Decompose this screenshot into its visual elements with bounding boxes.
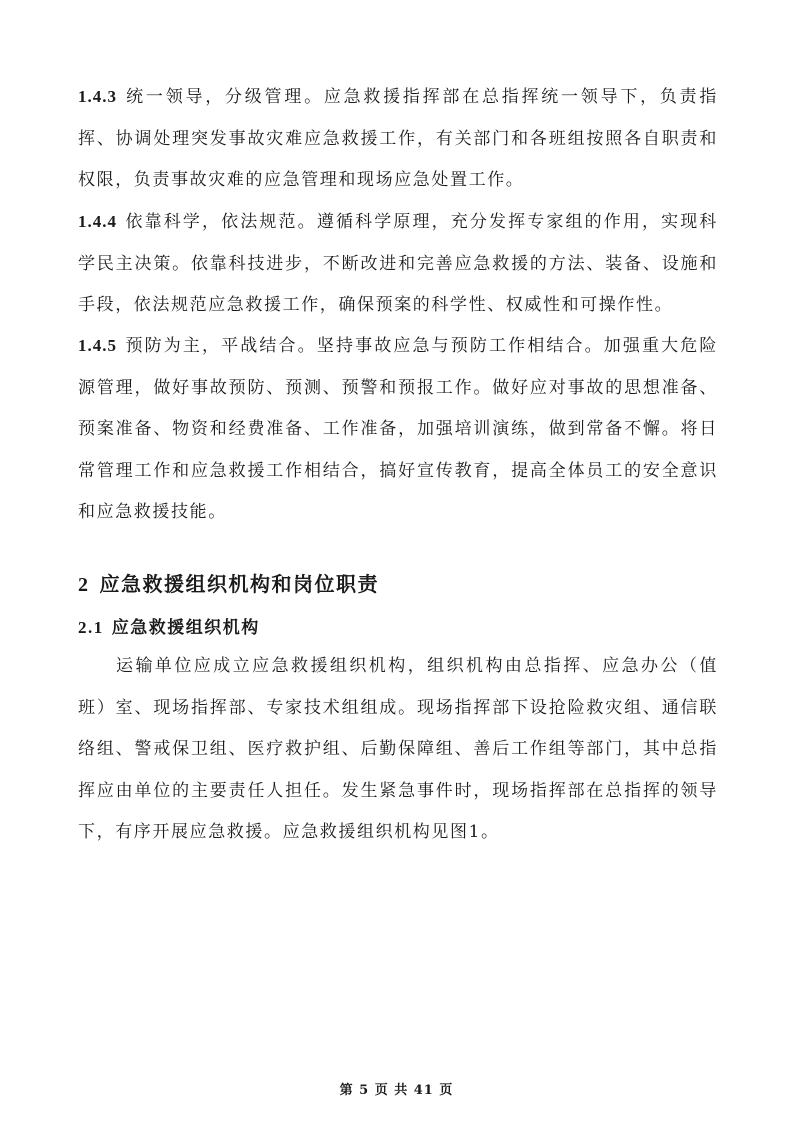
section-2-1-title: 应急救援组织机构 (111, 618, 260, 638)
section-2-1-body (78, 646, 718, 854)
section-text-1-4-4: 依靠科学，依法规范。遵循科学原理，充分发挥专家组的作用，实现科学民主决策。依靠科技进步，不断改进和完善应急救援的方法、装备、设施和手段，依法规范应急救援工作，确保预案的科学性、权威性和可操作性。 (78, 212, 718, 315)
paragraph-2-1: 运输单位应成立应急救援组织机构，组织机构由总指挥、应急办公（值班）室、现场指挥部、专家技术组组成。现场指挥部下设抢险救灾组、通信联络组、警戒保卫组、医疗救护组、后勤保障组、善后工作组等部门，其中总指挥应由单位的主要责任人担任。发生紧急事件时，现场指挥部在总指挥的领导下，有序开展应急救援。应急救援组织机构见图1。 (78, 656, 718, 842)
section-number-1-4-4: 1.4.4 (78, 212, 117, 231)
chapter-2-title: 应急救援组织机构和岗位职责 (99, 572, 379, 596)
paragraph-1-4-3 (78, 76, 718, 202)
paragraph-1-4-4 (78, 201, 718, 327)
section-2-1-number: 2.1 (78, 618, 104, 637)
chapter-2-heading (78, 568, 379, 597)
section-text-1-4-3: 统一领导，分级管理。应急救援指挥部在总指挥统一领导下，负责指挥、协调处理突发事故灾难应急救援工作，有关部门和各班组按照各自职责和权限，负责事故灾难的应急管理和现场应急处置工作。 (78, 87, 718, 190)
section-number-1-4-3: 1.4.3 (78, 87, 117, 106)
section-text-1-4-5: 预防为主，平战结合。坚持事故应急与预防工作相结合。加强重大危险源管理，做好事故预防、预测、预警和预报工作。做好应对事故的思想准备、预案准备、物资和经费准备、工作准备，加强培训演练，做到常备不懈。将日常管理工作和应急救援工作相结合，搞好宣传教育，提高全体员工的安全意识和应急救援技能。 (78, 336, 718, 522)
chapter-2-number: 2 (78, 574, 90, 596)
section-1-4-4 (78, 201, 718, 327)
section-number-1-4-5: 1.4.5 (78, 336, 117, 355)
section-1-4-3 (78, 76, 718, 202)
paragraph-1-4-5 (78, 325, 718, 534)
section-2-1-heading (78, 613, 260, 638)
section-1-4-5 (78, 325, 718, 534)
page-footer: 第 5 页 共 41 页 (339, 1083, 454, 1098)
